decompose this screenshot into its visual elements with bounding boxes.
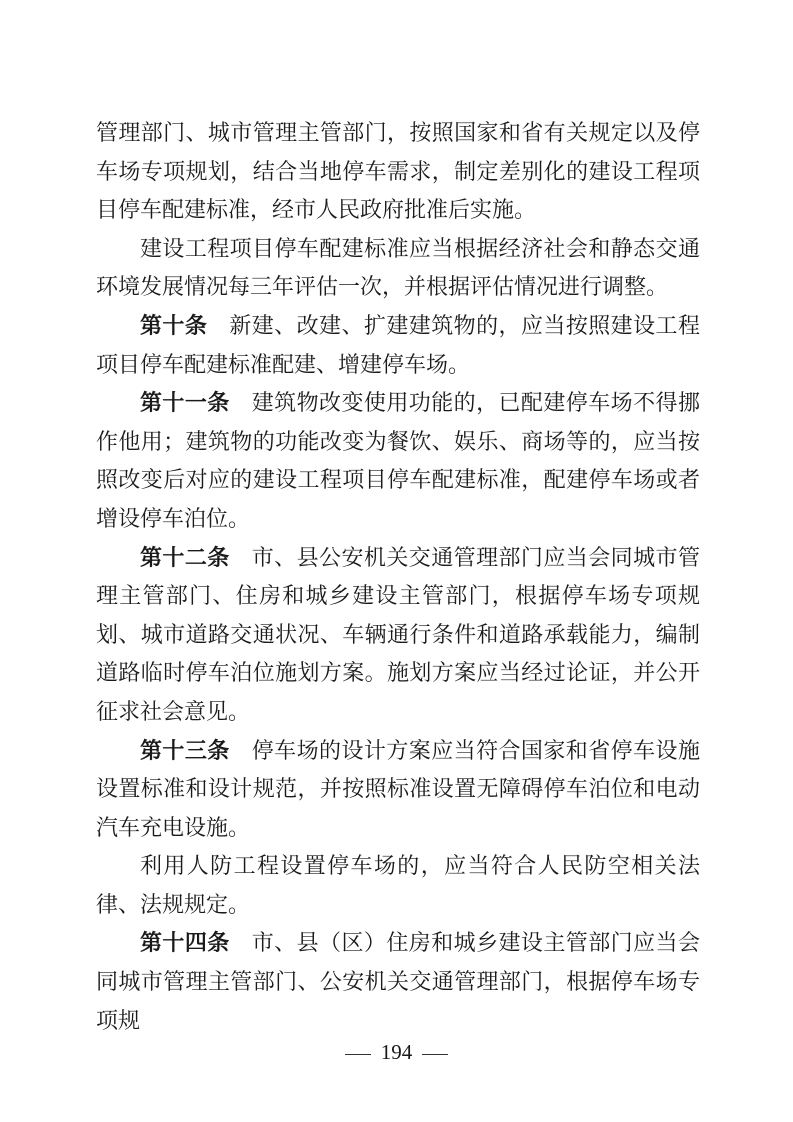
footer-dash-left [345, 1054, 371, 1055]
article-text: 市、县（区）住房和城乡建设主管部门应当会同城市管理主管部门、公安机关交通管理部门，根据停车场专项规 [96, 931, 700, 1034]
document-body [96, 115, 700, 1041]
article-text: 市、县公安机关交通管理部门应当会同城市管理主管部门、住房和城乡建设主管部门，根据停车场专项规划、城市道路交通状况、车辆通行条件和道路承载能力，编制道路临时停车泊位施划方案。施划方案应当经过论证，并公开征求社会意见。 [96, 545, 700, 725]
paragraph-continuation [96, 115, 700, 231]
paragraph [96, 231, 700, 308]
page-number: 194 [380, 1040, 413, 1064]
article-11 [96, 385, 700, 539]
article-heading: 第十三条 [140, 738, 230, 764]
article-text: 停车场的设计方案应当符合国家和省停车设施设置标准和设计规范，并按照标准设置无障碍停车泊位和电动汽车充电设施。 [96, 738, 700, 841]
paragraph-text: 管理部门、城市管理主管部门，按照国家和省有关规定以及停车场专项规划，结合当地停车需求，制定差别化的建设工程项目停车配建标准，经市人民政府批准后实施。 [96, 121, 700, 224]
paragraph-text: 建设工程项目停车配建标准应当根据经济社会和静态交通环境发展情况每三年评估一次，并根据评估情况进行调整。 [96, 236, 700, 301]
article-text: 新建、改建、扩建建筑物的，应当按照建设工程项目停车配建标准配建、增建停车场。 [96, 313, 700, 378]
paragraph-text: 利用人防工程设置停车场的，应当符合人民防空相关法律、法规规定。 [96, 854, 700, 918]
article-14 [96, 925, 700, 1041]
article-heading: 第十四条 [140, 931, 230, 957]
article-heading: 第十条 [140, 313, 208, 339]
page-footer [0, 1040, 793, 1065]
article-heading: 第十二条 [140, 545, 230, 571]
article-heading: 第十一条 [140, 391, 230, 417]
article-13 [96, 733, 700, 849]
paragraph [96, 848, 700, 925]
article-text: 建筑物改变使用功能的，已配建停车场不得挪作他用；建筑物的功能改变为餐饮、娱乐、商场等的，应当按照改变后对应的建设工程项目停车配建标准，配建停车场或者增设停车泊位。 [96, 391, 700, 532]
article-10 [96, 308, 700, 385]
article-12 [96, 540, 700, 733]
footer-dash-right [422, 1054, 448, 1055]
